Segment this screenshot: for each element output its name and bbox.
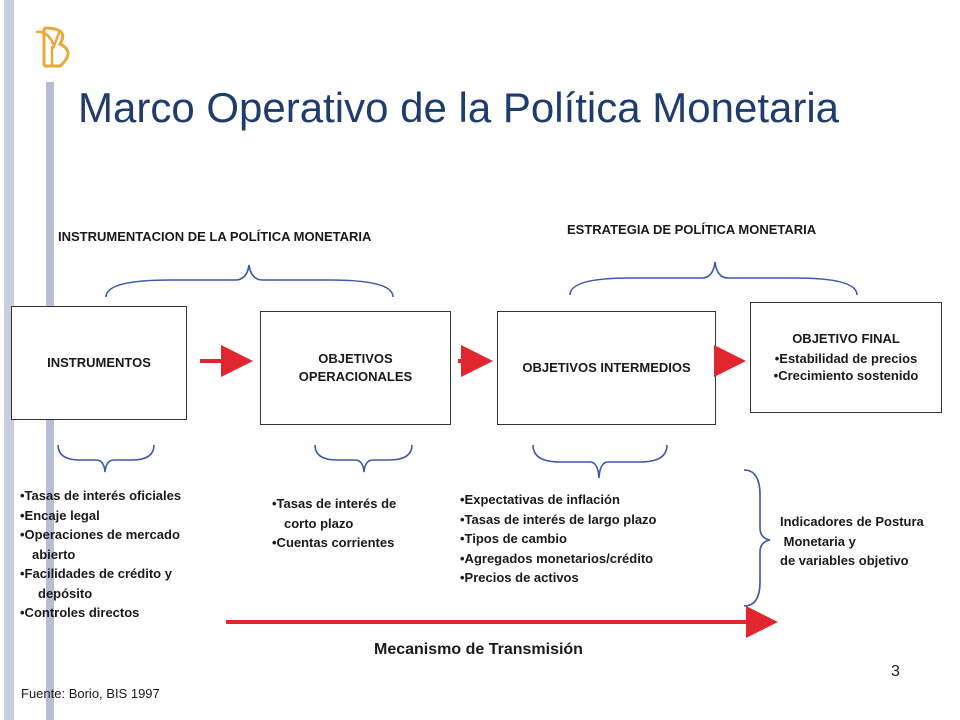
list-item: de variables objetivo (780, 553, 909, 568)
list-item: corto plazo (284, 515, 354, 531)
list-item: •Facilidades de crédito y (20, 566, 172, 581)
objetivo-final-item: •Estabilidad de precios (774, 350, 918, 366)
list-item: abierto (32, 546, 76, 562)
intermedios-brace (533, 445, 667, 478)
instrumentacion-label: INSTRUMENTACION DE LA POLÍTICA MONETARIA (58, 229, 372, 244)
list-item: •Expectativas de inflación (460, 492, 620, 507)
objetivo-final-title: OBJETIVO FINAL (792, 331, 900, 347)
source-citation: Fuente: Borio, BIS 1997 (21, 686, 160, 701)
list-item: •Agregados monetarios/crédito (460, 550, 654, 566)
page-number: 3 (891, 663, 900, 680)
list-item: •Tasas de interés de largo plazo (460, 511, 657, 527)
instrumentos-box-label: INSTRUMENTOS (47, 355, 151, 371)
list-item: depósito (38, 585, 93, 601)
operacionales-label-line1: OBJETIVOS (318, 351, 393, 367)
intermedios-list (460, 490, 657, 588)
list-item: Indicadores de Postura (780, 514, 924, 529)
objetivo-final-item: •Crecimiento sostenido (773, 368, 919, 384)
instrumentacion-brace (106, 265, 393, 297)
list-item: •Tasas de interés oficiales (20, 488, 182, 503)
list-item: •Controles directos (20, 605, 140, 620)
list-item: •Tasas de interés de (272, 496, 397, 511)
list-item: •Encaje legal (20, 507, 100, 523)
list-item: •Tipos de cambio (460, 531, 567, 546)
estrategia-brace (570, 262, 857, 295)
operacionales-brace (315, 445, 412, 472)
slide-title: Marco Operativo de la Política Monetaria (78, 84, 840, 131)
instrumentos-brace (58, 445, 154, 472)
list-item: •Precios de activos (460, 570, 579, 585)
mecanismo-transmision-label: Mecanismo de Transmisión (374, 641, 583, 658)
list-item: Monetaria y (780, 533, 856, 549)
instrumentos-list (20, 486, 181, 623)
estrategia-label: ESTRATEGIA DE POLÍTICA MONETARIA (567, 222, 817, 237)
list-item: •Cuentas corrientes (272, 535, 395, 550)
indicadores-brace (744, 470, 770, 606)
list-item: •Operaciones de mercado (20, 527, 180, 542)
indicadores-text (780, 512, 924, 571)
operacionales-label-line2: OPERACIONALES (298, 369, 413, 384)
operacionales-list (272, 494, 396, 553)
intermedios-box-label: OBJETIVOS INTERMEDIOS (522, 360, 691, 376)
